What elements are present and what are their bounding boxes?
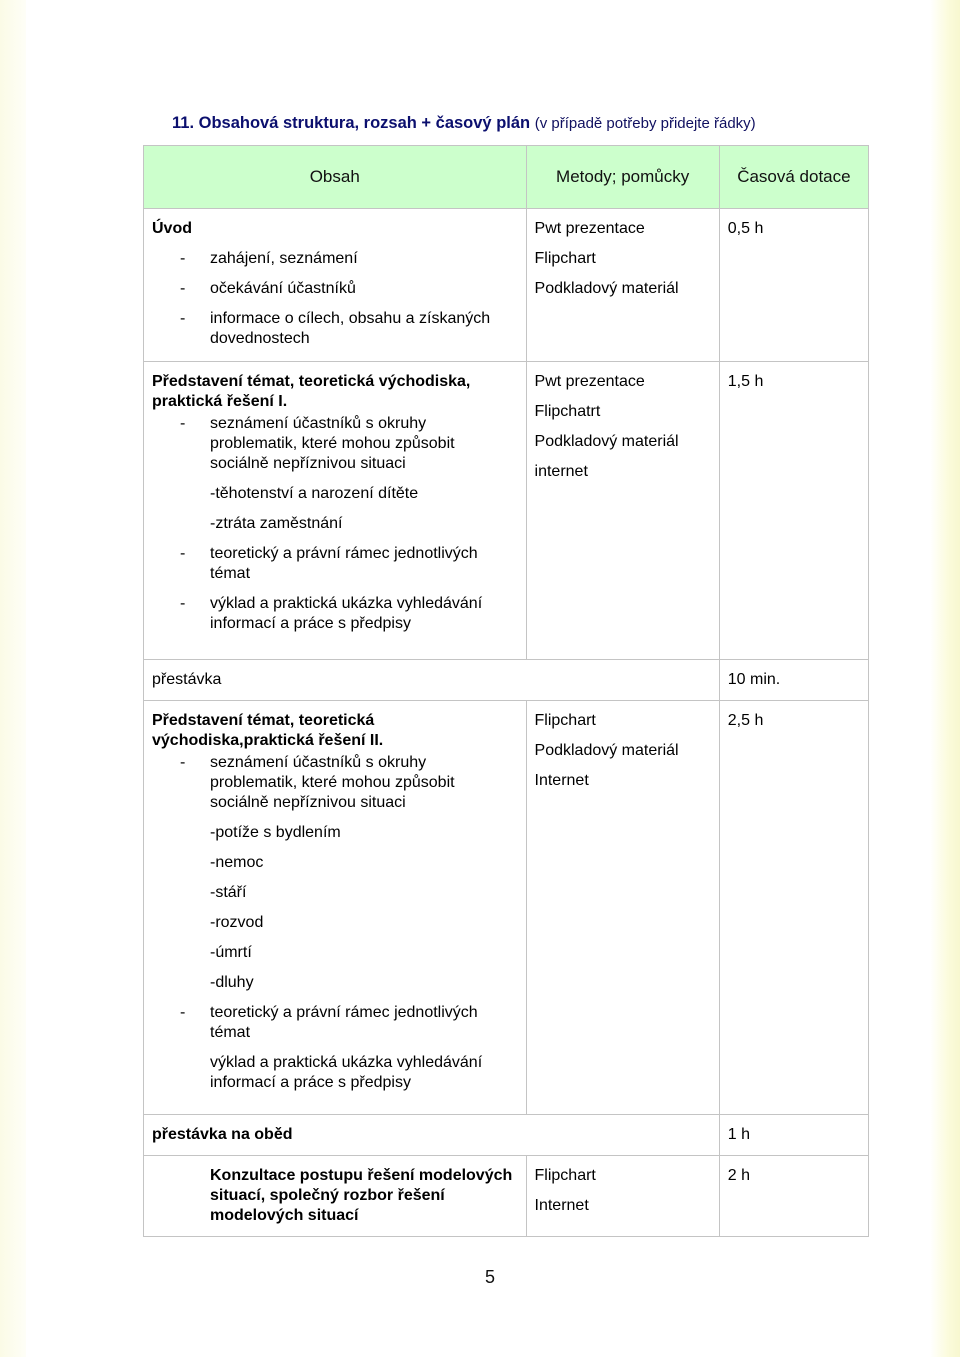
list-item: - seznámení účastníků s okruhy problematik, které mohou způsobit sociálně nepříznivou situaci [180,415,455,472]
pause-label: přestávka na oběd [152,1126,293,1143]
content-cell [144,1156,527,1237]
list-item: - očekávání účastníků [180,280,356,297]
sub-item: -úmrtí [210,944,252,961]
list-item: - seznámení účastníků s okruhy problematik, které mohou způsobit sociálně nepříznivou situaci [180,754,455,811]
content-cell [144,701,527,1115]
pause-time-cell [719,660,868,701]
methods-cell [526,1156,719,1237]
time-value: 2 h [727,1167,751,1184]
table-row [144,701,869,1115]
method-item: Pwt prezentace [534,373,645,390]
page-number: 5 [484,1267,495,1287]
section-heading [172,114,756,133]
row-title: Představení témat, teoretická východiska,praktická řešení II. [152,712,384,749]
pause-time: 1 h [727,1126,751,1143]
table-row [144,362,869,660]
time-cell [719,1156,868,1237]
methods-cell [526,209,719,362]
content-cell [144,209,527,362]
section-note: (v případě potřeby přidejte řádky) [534,115,756,132]
time-value: 2,5 h [727,712,764,729]
method-item: Internet [534,1197,589,1214]
left-margin-stripe [0,0,26,1357]
plain-item: výklad a praktická ukázka vyhledávání informací a práce s předpisy [210,1054,483,1091]
methods-cell [526,701,719,1115]
sub-item: -těhotenství a narození dítěte [210,485,419,502]
list-item: - výklad a praktická ukázka vyhledávání informací a práce s předpisy [180,595,483,632]
method-item: Podkladový materiál [534,280,679,297]
header-content: Obsah [144,146,527,209]
time-value: 0,5 h [727,220,764,237]
table-row [144,209,869,362]
sub-item: -ztráta zaměstnání [210,515,343,532]
method-item: Podkladový materiál [534,742,679,759]
pause-time: 10 min. [727,671,781,688]
sub-item: -dluhy [210,974,254,991]
content-cell [144,362,527,660]
list-item: - informace o cílech, obsahu a získaných dovednostech [180,310,491,347]
list-item: - teoretický a právní rámec jednotlivých témat [180,1004,478,1041]
pause-label-cell [144,1115,720,1156]
sub-item: -potíže s bydlením [210,824,341,841]
pause-row [144,660,869,701]
method-item: Pwt prezentace [534,220,645,237]
time-cell [719,209,868,362]
table-row [144,1156,869,1237]
method-item: Flipchart [534,250,596,267]
method-item: Flipchart [534,1167,596,1184]
method-item: Flipchart [534,712,596,729]
right-margin-stripe [930,0,960,1357]
row-title: Představení témat, teoretická východiska, praktická řešení I. [152,373,471,410]
section-title: 11. Obsahová struktura, rozsah + časový plán [172,114,531,132]
time-cell [719,362,868,660]
method-item: internet [534,463,588,480]
list-item: - zahájení, seznámení [180,250,358,267]
table-header-row [144,146,869,209]
sub-item: -stáří [210,884,247,901]
time-value: 1,5 h [727,373,764,390]
row-title: Úvod [152,220,192,237]
methods-cell [526,362,719,660]
pause-label: přestávka [152,671,222,688]
sub-item: -rozvod [210,914,264,931]
sub-item: -nemoc [210,854,264,871]
list-item: - teoretický a právní rámec jednotlivých témat [180,545,478,582]
header-methods: Metody; pomůcky [526,146,719,209]
time-cell [719,701,868,1115]
pause-label-cell [144,660,720,701]
method-item: Internet [534,772,589,789]
header-time: Časová dotace [719,146,868,209]
row-title: Konzultace postupu řešení modelových situací, společný rozbor řešení modelových situací [210,1167,513,1224]
method-item: Podkladový materiál [534,433,679,450]
pause-row [144,1115,869,1156]
method-item: Flipchatrt [534,403,601,420]
pause-time-cell [719,1115,868,1156]
schedule-table [143,145,869,1237]
